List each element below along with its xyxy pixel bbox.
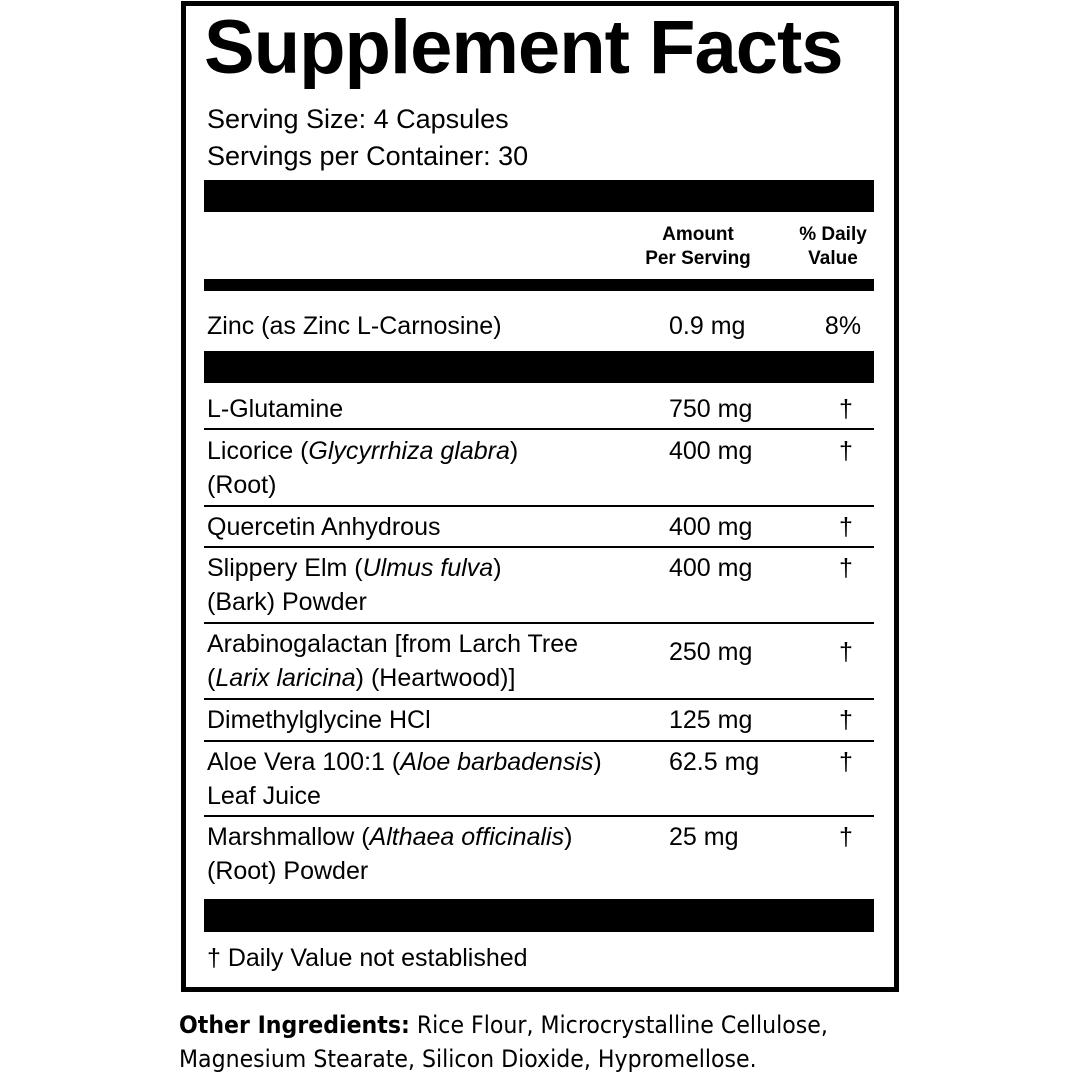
- amount-header-line1: Amount: [662, 224, 734, 245]
- dagger-mark: †: [839, 437, 853, 465]
- ingredient-name-line2: (Larix laricina) (Heartwood)]: [207, 664, 516, 692]
- panel-title: Supplement Facts: [204, 5, 843, 90]
- ingredient-name: L-Glutamine: [207, 395, 344, 423]
- dagger-mark: †: [839, 395, 853, 423]
- ingredient-name: Quercetin Anhydrous: [207, 513, 441, 541]
- ingredient-name: Slippery Elm (Ulmus fulva): [207, 554, 502, 582]
- row-divider: [204, 740, 874, 742]
- zinc-amount: 0.9 mg: [669, 312, 746, 340]
- zinc-name: Zinc (as Zinc L-Carnosine): [207, 312, 502, 340]
- dv-header-line1: % Daily: [799, 224, 867, 245]
- ingredient-name-line2: (Root) Powder: [207, 857, 369, 885]
- dv-column-header: [783, 223, 883, 271]
- ingredient-name-line2: Leaf Juice: [207, 782, 321, 810]
- ingredient-name: Licorice (Glycyrrhiza glabra): [207, 437, 519, 465]
- other-ingredients-text: Rice Flour, Microcrystalline Cellulose, Magnesium Stearate, Silicon Dioxide, Hypromellose.: [179, 1011, 828, 1073]
- ingredient-amount: 400 mg: [669, 513, 753, 541]
- medium-divider: [204, 279, 874, 291]
- ingredient-amount: 750 mg: [669, 395, 753, 423]
- thick-divider: [204, 899, 874, 932]
- ingredient-amount: 400 mg: [669, 437, 753, 465]
- thick-divider: [204, 351, 874, 383]
- zinc-dv: 8%: [824, 312, 862, 340]
- ingredient-amount: 125 mg: [669, 706, 753, 734]
- ingredient-name: Dimethylglycine HCl: [207, 706, 431, 734]
- row-divider: [204, 546, 874, 548]
- dagger-mark: †: [839, 638, 853, 666]
- ingredient-name: Arabinogalactan [from Larch Tree: [207, 630, 579, 658]
- ingredient-name: Marshmallow (Althaea officinalis): [207, 823, 573, 851]
- amount-column-header: [628, 223, 768, 271]
- thick-divider: [204, 180, 874, 212]
- row-divider: [204, 698, 874, 700]
- amount-header-line2: Per Serving: [645, 248, 751, 269]
- ingredient-amount: 62.5 mg: [669, 748, 760, 776]
- row-divider: [204, 622, 874, 624]
- row-divider: [204, 428, 874, 430]
- other-ingredients: [179, 1008, 878, 1076]
- row-divider: [204, 505, 874, 507]
- ingredient-amount: 250 mg: [669, 638, 753, 666]
- serving-size: Serving Size: 4 Capsules: [207, 104, 509, 134]
- dagger-mark: †: [839, 748, 853, 776]
- other-ingredients-label: Other Ingredients:: [179, 1011, 410, 1039]
- dagger-mark: †: [839, 823, 853, 851]
- row-divider: [204, 815, 874, 817]
- ingredient-name: Aloe Vera 100:1 (Aloe barbadensis): [207, 748, 602, 776]
- dagger-mark: †: [839, 554, 853, 582]
- ingredient-amount: 25 mg: [669, 823, 739, 851]
- servings-per-container: Servings per Container: 30: [207, 141, 529, 171]
- footnote: † Daily Value not established: [207, 944, 528, 972]
- dagger-mark: †: [839, 513, 853, 541]
- dv-header-line2: Value: [808, 248, 858, 269]
- ingredient-amount: 400 mg: [669, 554, 753, 582]
- ingredient-name-line2: (Bark) Powder: [207, 588, 367, 616]
- dagger-mark: †: [839, 706, 853, 734]
- ingredient-name-line2: (Root): [207, 471, 277, 499]
